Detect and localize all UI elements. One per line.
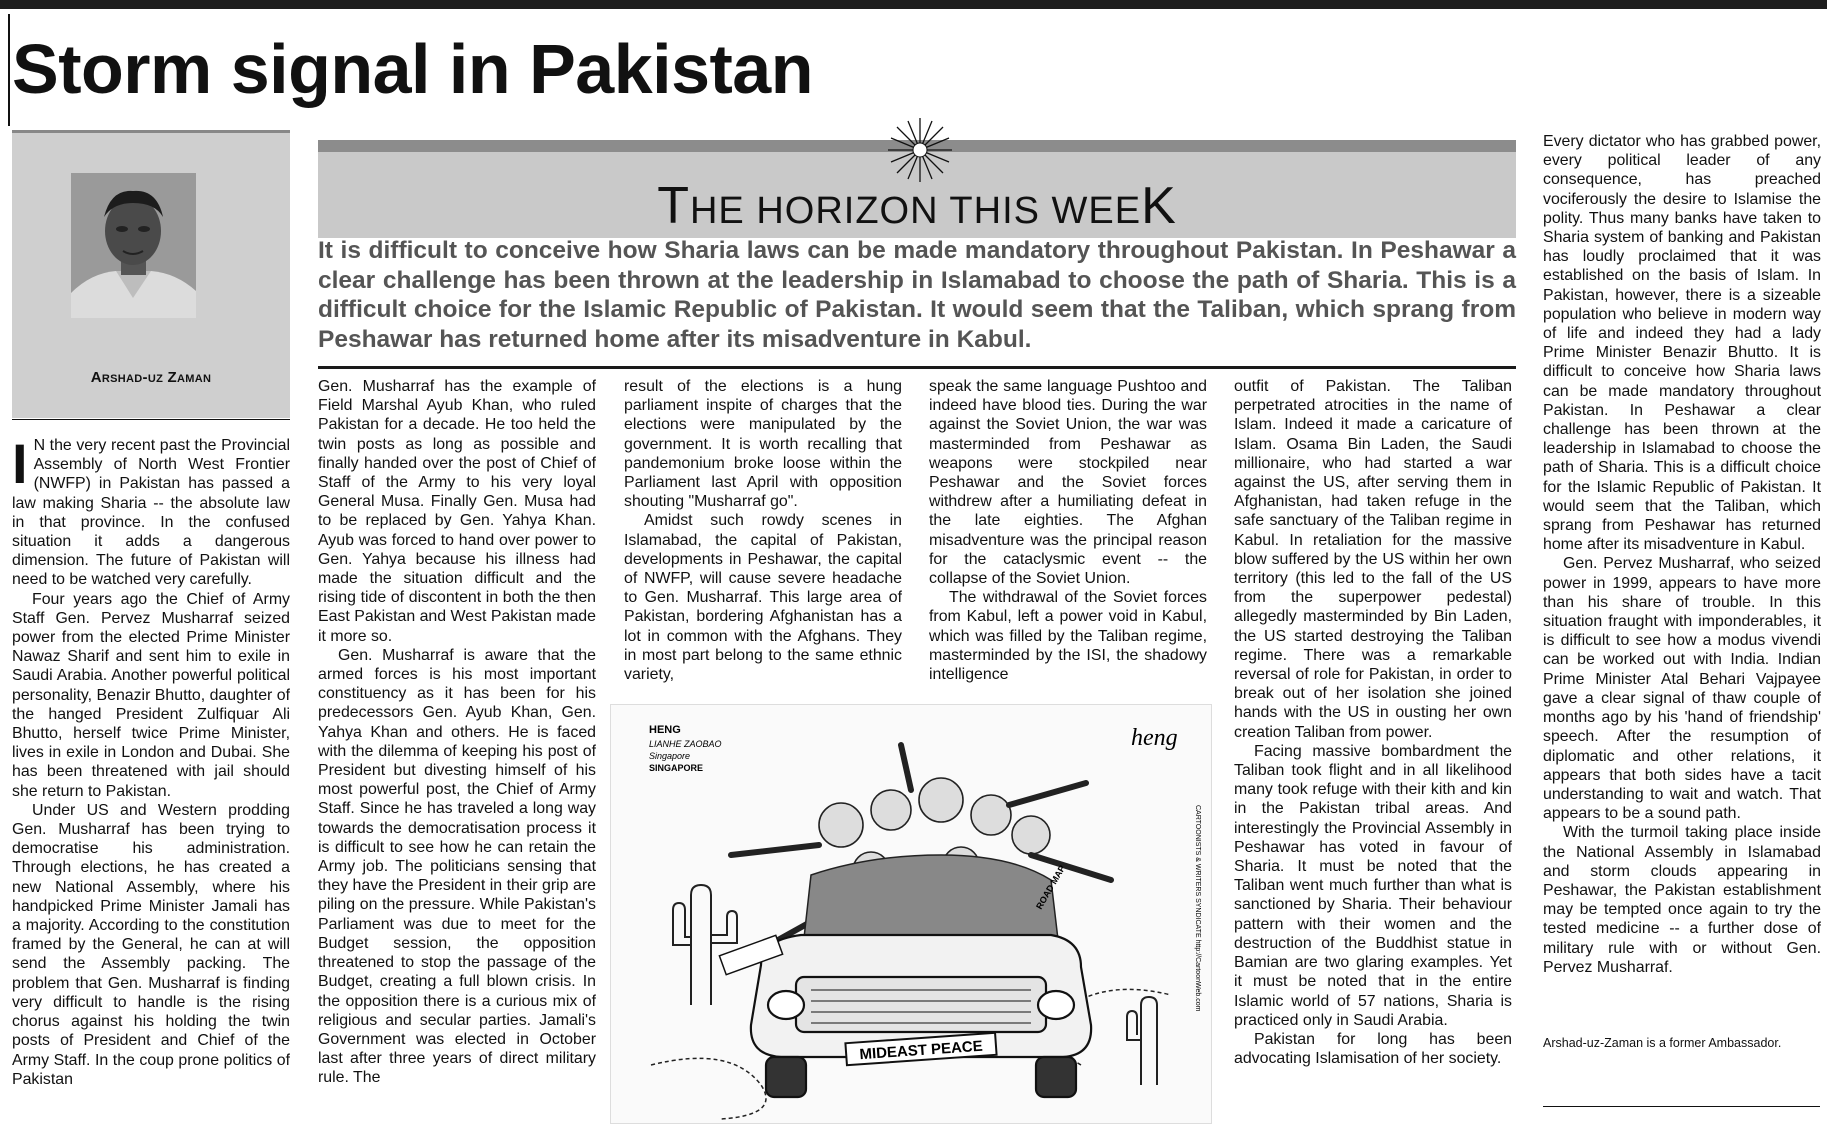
top-rule bbox=[0, 0, 1827, 9]
paragraph: With the turmoil taking place inside the National Assembly in Islamabad and storm clouds appearing in Peshawar, the Pakistan establishment may be tempted once again to try the tested medicine -- a further dose of military rule with or without Gen. Pervez Musharraf. bbox=[1543, 824, 1821, 976]
paragraph: speak the same language Pushtoo and indeed have blood ties. During the war against the Soviet Union, the war was masterminded from Peshawar as weapons were stockpiled near Peshawar and the Soviet forces withdrew after a humiliating defeat in the late eighties. The Afghan misadventure was the principal reason for the cataclysmic event -- the collapse of the Soviet Union. bbox=[929, 378, 1207, 588]
end-rule bbox=[1543, 1106, 1820, 1107]
author-photo bbox=[71, 173, 196, 318]
headline: Storm signal in Pakistan bbox=[12, 30, 813, 108]
article-column-3 bbox=[624, 377, 902, 697]
author-photo-box bbox=[12, 130, 290, 418]
paragraph: Pakistan for long has been advocating Islamisation of her society. bbox=[1234, 1030, 1512, 1068]
paragraph: N the very recent past the Provincial Assembly of North West Frontier (NWFP) in Pakistan has passed a law making Sharia -- the absolute law in that province. In the confused situation it adds a dangerous dimension. The future of Pakistan will need to be watched very carefully. bbox=[12, 437, 290, 589]
author-name: Arshad-uz Zaman bbox=[90, 369, 212, 386]
paragraph: Facing massive bombardment the Taliban took flight and in all likelihood many took refuge with their kith and kin in the Pakistan tribal areas. And interestingly the Provincial Assembly in Peshawar has voted in favour of Sharia. It must be noted that the Taliban went much further than what is sanctioned by Sharia. Their behaviour pattern with their women and the destruction of the Buddhist statue in Bamian are two glaring examples. Yet it must be noted that in the entire Islamic world of 57 nations, Sharia is practiced only in Saudi Arabia. bbox=[1234, 742, 1512, 1029]
paragraph: Gen. Musharraf has the example of Field Marshal Ayub Khan, who ruled Pakistan for a decade. He too held the twin posts as long as possible and finally handed over the post of Chief of Staff of the Army to his very loyal General Musa. Finally Gen. Musa had to be replaced by Gen. Yahya Khan. Ayub was forced to hand over power to Gen. Yahya because his illness had made the situation difficult and the rising tide of discontent in both the then East Pakistan and West Pakistan made it more so. bbox=[318, 378, 596, 645]
section-title: THE HORIZON THIS WEEK bbox=[657, 177, 1177, 235]
intro-rule bbox=[318, 366, 1516, 369]
paragraph: result of the elections is a hung parliament inspite of charges that the elections were manipulated by the government. It is worth recalling that pandemonium broke loose within the Parliament last April with opposition shouting "Musharraf go". bbox=[624, 378, 902, 511]
article-column-1 bbox=[12, 436, 290, 1120]
paragraph: Every dictator who has grabbed power, every political leader of any consequence, has preached vociferously the desire to Islamise the polity. Thus many banks have taken to Sharia system of banking and Pakistan has loudly proclaimed that it was established on the basis of Islam. In Pakistan, however, there is a sizeable population who believe in modern way of life and indeed they had a lady Prime Minister Benazir Bhutto. It is difficult to conceive how Sharia laws can be made mandatory throughout Pakistan. In Peshawar a clear challenge has been thrown at the leadership in Islamabad to choose the path of Sharia. This is a difficult choice for the Islamic Republic of Pakistan. It would seem that the Taliban, which sprang from Peshawar has returned home after its misadventure in Kabul. bbox=[1543, 133, 1821, 554]
intro-deck: It is difficult to conceive how Sharia laws can be made mandatory throughout Pakistan. In Peshawar a clear challenge has been thrown at the leadership in Islamabad to choose the path of Sharia. This is a difficult choice for the Islamic Republic of Pakistan. It would seem that the Taliban, which sprang from Peshawar has returned home after its misadventure in Kabul. bbox=[318, 237, 1516, 353]
paragraph: The withdrawal of the Soviet forces from Kabul, left a power void in Kabul, which was filled by the Taliban regime, masterminded by the ISI, the shadowy intelligence bbox=[929, 589, 1207, 684]
paragraph: Amidst such rowdy scenes in Islamabad, the capital of Pakistan, developments in Peshawar, the capital of NWFP, will cause severe headache to Gen. Musharraf. This large area of Pakistan, bordering Afghanistan has a lot in common with the Afghans. They in most part belong to the same ethnic variety, bbox=[624, 512, 902, 684]
paragraph: Four years ago the Chief of Army Staff Gen. Pervez Musharraf seized power from the elected Prime Minister Nawaz Sharif and sent him to exile in Saudi Arabia. Another powerful political personality, Benazir Bhutto, daughter of the hanged President Zulfiquar Ali Bhutto, herself twice Prime Minister, lives in exile in London and Dubai. She has been threatened with jail should she return to Pakistan. bbox=[12, 590, 290, 800]
article-column-2 bbox=[318, 377, 596, 1120]
cartoon-signature: heng bbox=[1131, 725, 1178, 751]
paragraph: Gen. Pervez Musharraf, who seized power in 1999, appears to have more than his share of trouble. In this situation fraught with imponderables, it is difficult to see how a modus vivendi can be worked out with India. Indian Prime Minister Atal Behari Vajpayee gave a clear signal of thaw couple of months ago by his 'hand of friendship' speech. After the resumption of diplomatic and other relations, it appears that both sides have a tacit understanding to wait and watch. That appears to be a sound path. bbox=[1543, 555, 1821, 823]
article-column-4 bbox=[929, 377, 1207, 697]
starburst-icon bbox=[886, 116, 954, 184]
article-column-5 bbox=[1234, 377, 1512, 1120]
author-credit: Arshad-uz-Zaman is a former Ambassador. bbox=[1543, 1036, 1782, 1050]
cartoon-city: Singapore bbox=[649, 751, 691, 761]
article-column-6 bbox=[1543, 132, 1821, 1024]
cartoon-artist-label: HENG bbox=[649, 724, 681, 736]
cartoon-paper: LIANHE ZAOBAO bbox=[649, 739, 722, 749]
cartoon-country: SINGAPORE bbox=[649, 763, 704, 773]
paragraph: outfit of Pakistan. The Taliban perpetrated atrocities in the name of Islam. Indeed it made a caricature of Islam. Osama Bin Laden, the Saudi millionaire, who had started a war against the US, after serving them in Afghanistan, had taken refuge in the safe sanctuary of the Taliban regime in Kabul. In retaliation for the massive blow suffered by the US within her own territory (this led to the fall of the US from the superpower pedestal) allegedly masterminded by Bin Laden, the US started destroying the Taliban regime. There was a remarkable reversal of role for Pakistan, in order to break out of her isolation she joined hands with the US in ousting her own creation Taliban from power. bbox=[1234, 378, 1512, 741]
cartoon-car-plate: MIDEAST PEACE bbox=[858, 1037, 984, 1064]
paragraph: Gen. Musharraf is aware that the armed forces is his most important constituency as it has been for his predecessors Gen. Ayub Khan, Gen. Yahya Khan and others. He is faced with the dilemma of keeping his post of President but divesting himself of his most powerful post, the Chief of Army Staff. Since he has traveled a long way towards the democratisation process it is difficult to see how he can retain the Army job. The politicians sensing that they have the President in their grip are piling on the pressure. While Pakistan's Parliament was due to meet for the Budget session, the opposition threatened to stop the passage of the Budget, creating a full blown crisis. In the opposition there is a curious mix of religious and secular parties. Jamali's Government was elected in October last after three years of direct military rule. The bbox=[318, 646, 596, 1087]
cartoon-syndicate: CARTOONISTS & WRITERS SYNDICATE http://CartoonWeb.com bbox=[1194, 805, 1201, 1012]
editorial-cartoon bbox=[610, 704, 1212, 1124]
cartoon-side-sign: ROAD MAP bbox=[1034, 863, 1068, 911]
drop-cap: I bbox=[12, 436, 28, 495]
paragraph: Under US and Western prodding Gen. Musharraf has been trying to democratise his administration. Through elections, he has created a new National Assembly, where his handpicked Prime Minister Jamali has a majority. According to the constitution framed by the General, he can at will send the Assembly packing. The problem that Gen. Musharraf is finding very difficult to handle is the rising chorus against his holding the twin posts of President and Chief of the Army Staff. In the coup prone politics of Pakistan bbox=[12, 801, 290, 1088]
left-rule bbox=[8, 14, 10, 126]
column-rule bbox=[12, 419, 290, 420]
